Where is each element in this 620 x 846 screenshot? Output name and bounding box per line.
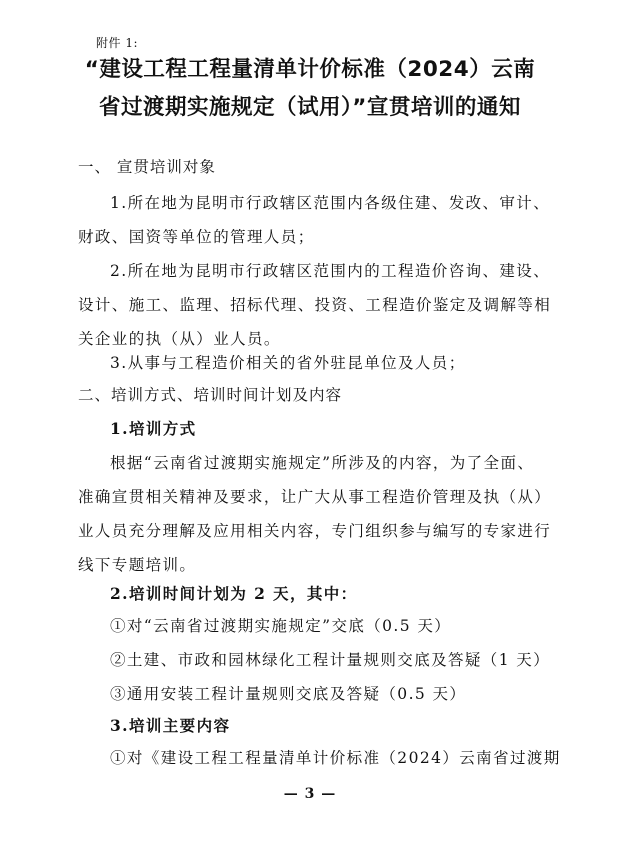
section-2-sub-3-line-1: ①对《建设工程工程量清单计价标准（2024）云南省过渡期 — [110, 749, 561, 767]
section-2-sub-1-heading: 1.培训方式 — [110, 419, 197, 438]
document-title-line-2: 省过渡期实施规定（试用）”宣贯培训的通知 — [99, 95, 521, 120]
section-2-sub-1-line-1: 根据“云南省过渡期实施规定”所涉及的内容，为了全面、 — [110, 454, 535, 472]
section-2-heading: 二、培训方式、培训时间计划及内容 — [78, 386, 343, 404]
section-2-sub-2-item-3: ③通用安装工程计量规则交底及答疑（0.5 天） — [110, 685, 467, 703]
section-2-sub-3-heading: 3.培训主要内容 — [110, 716, 231, 735]
section-1-item-2-line-2: 设计、施工、监理、招标代理、投资、工程造价鉴定及调解等相 — [78, 296, 552, 314]
section-2-sub-1-line-4: 线下专题培训。 — [78, 556, 197, 574]
section-1-item-1-line-2: 财政、国资等单位的管理人员； — [78, 228, 315, 246]
section-1-heading: 一、 宣贯培训对象 — [78, 158, 216, 176]
attachment-label: 附件 1: — [96, 36, 138, 50]
page-number: — 3 — — [283, 786, 337, 802]
section-2-sub-1-line-3: 业人员充分理解及应用相关内容，专门组织参与编写的专家进行 — [78, 522, 552, 540]
section-1-item-2-line-3: 关企业的执（从）业人员。 — [78, 330, 281, 348]
section-1-item-2-line-1: 2.所在地为昆明市行政辖区范围内的工程造价咨询、建设、 — [110, 262, 551, 280]
section-2-sub-2-item-2: ②土建、市政和园林绿化工程计量规则交底及答疑（1 天） — [110, 651, 551, 669]
section-1-item-3-line-1: 3.从事与工程造价相关的省外驻昆单位及人员； — [110, 354, 466, 372]
section-2-sub-2-heading: 2.培训时间计划为 2 天，其中： — [110, 584, 358, 603]
section-1-item-1-line-1: 1.所在地为昆明市行政辖区范围内各级住建、发改、审计、 — [110, 194, 551, 212]
document-title-line-1: “建设工程工程量清单计价标准（2024）云南 — [84, 57, 536, 82]
section-2-sub-1-line-2: 准确宣贯相关精神及要求，让广大从事工程造价管理及执（从） — [78, 488, 552, 506]
section-2-sub-2-item-1: ①对“云南省过渡期实施规定”交底（0.5 天） — [110, 617, 452, 635]
